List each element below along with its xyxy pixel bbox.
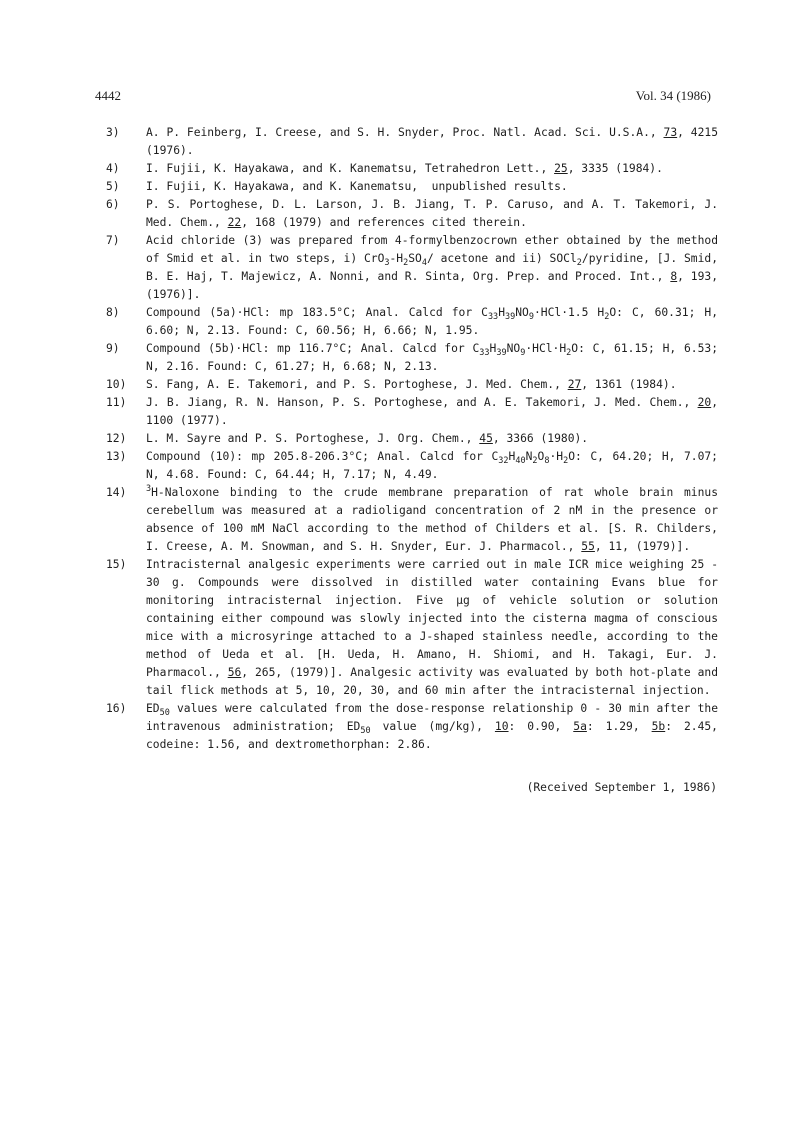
- reference-13: [106, 448, 718, 484]
- reference-5: [106, 178, 718, 196]
- journal-volume: Vol. 34 (1986): [635, 88, 711, 103]
- reference-text: A. P. Feinberg, I. Creese, and S. H. Snyder, Proc. Natl. Acad. Sci. U.S.A., 73, 4215 (1976).: [146, 126, 718, 157]
- reference-15: [106, 556, 718, 700]
- reference-number: 15): [106, 558, 127, 571]
- reference-text: $ED_{50}$ values were calculated from the dose-response relationship 0 - 30 min after the intravenous administration; $ED_{50}$ value (mg/kg), 10: 0.90, 5a: 1.29, 5b: 2.45, codeine: 1.56, and dextromethorphan: 2.86.: [146, 702, 718, 751]
- reference-11: [106, 394, 718, 430]
- reference-number: 14): [106, 486, 127, 499]
- reference-number: 5): [106, 180, 120, 193]
- reference-number: 3): [106, 126, 120, 139]
- reference-4: [106, 160, 718, 178]
- reference-text: I. Fujii, K. Hayakawa, and K. Kanematsu, Tetrahedron Lett., 25, 3335 (1984).: [146, 162, 663, 175]
- reference-number: 10): [106, 378, 127, 391]
- reference-number: 16): [106, 702, 127, 715]
- reference-number: 4): [106, 162, 120, 175]
- reference-number: 7): [106, 234, 120, 247]
- reference-16: [106, 700, 718, 754]
- reference-text: S. Fang, A. E. Takemori, and P. S. Portoghese, J. Med. Chem., 27, 1361 (1984).: [146, 378, 677, 391]
- reference-text: Acid chloride (3) was prepared from 4-formylbenzocrown ether obtained by the method of Smid et al. in two steps, i) $CrO_3-H_2SO_4/$ acetone and ii) SOCl$_2$/pyridine, [J. Smid, B. E. Haj, T. Majewicz, A. Nonni, and R. Sinta, Org. Prep. and Proced. Int., 8, 193, (1976)].: [146, 234, 719, 301]
- reference-12: [106, 430, 718, 448]
- reference-text: L. M. Sayre and P. S. Portoghese, J. Org. Chem., 45, 3366 (1980).: [146, 432, 589, 445]
- reference-text: Compound (10): mp 205.8-206.3°C; Anal. Calcd for $C_{32}H_{40}N_2O_8\cdot H_2O$: C, 64.20; H, 7.07; N, 4.68. Found: C, 64.44; H, 7.17; N, 4.49.: [146, 450, 718, 481]
- reference-number: 13): [106, 450, 127, 463]
- reference-10: [106, 376, 718, 394]
- reference-number: 8): [106, 306, 120, 319]
- reference-number: 6): [106, 198, 120, 211]
- reference-number: 9): [106, 342, 120, 355]
- reference-text: P. S. Portoghese, D. L. Larson, J. B. Jiang, T. P. Caruso, and A. T. Takemori, J. Med. Chem., 22, 168 (1979) and references cited therein.: [146, 198, 718, 229]
- reference-number: 11): [106, 396, 127, 409]
- reference-text: $^3$H-Naloxone binding to the crude membrane preparation of rat whole brain minus cerebellum was measured at a radioligand concentration of 2 nM in the presence or absence of 100 mM NaCl according to the method of Childers et al. [S. R. Childers, I. Creese, A. M. Snowman, and S. H. Snyder, Eur. J. Pharmacol., 55, 11, (1979)].: [146, 484, 718, 553]
- received-date: (Received September 1, 1986): [526, 781, 717, 794]
- reference-14: [106, 484, 718, 556]
- reference-text: I. Fujii, K. Hayakawa, and K. Kanematsu, unpublished results.: [146, 180, 568, 193]
- reference-text: Compound (5b)·HCl: mp 116.7°C; Anal. Calcd for $C_{33}H_{39}NO_9\cdot HCl\cdot H_2O$: C, 61.15; H, 6.53; N, 2.16. Found: C, 61.27; H, 6.68; N, 2.13.: [146, 342, 719, 373]
- references-list: [106, 124, 718, 754]
- reference-text: Intracisternal analgesic experiments were carried out in male ICR mice weighing 25 - 30 g. Compounds were dissolved in distilled water containing Evans blue for monitoring intracisternal injection. Five μg of vehicle solution or solution containing either compound was slowly injected into the cisterna magma of conscious mice with a microsyringe attached to a J-shaped stainless needle, according to the method of Ueda et al. [H. Ueda, H. Amano, H. Shiomi, and H. Takagi, Eur. J. Pharmacol., 56, 265, (1979)]. Analgesic activity was evaluated by both hot-plate and tail flick methods at 5, 10, 20, 30, and 60 min after the intracisternal injection.: [146, 558, 718, 697]
- reference-6: [106, 196, 718, 232]
- reference-text: Compound (5a)·HCl: mp 183.5°C; Anal. Calcd for $C_{33}H_{39}NO_9\cdot HCl\cdot 1.5$ $H_2O$: C, 60.31; H, 6.60; N, 2.13. Found: C, 60.56; H, 6.66; N, 1.95.: [146, 306, 718, 337]
- reference-text: J. B. Jiang, R. N. Hanson, P. S. Portoghese, and A. E. Takemori, J. Med. Chem., 20, 1100 (1977).: [146, 396, 718, 427]
- page-number: 4442: [95, 88, 121, 103]
- reference-9: [106, 340, 718, 376]
- reference-8: [106, 304, 718, 340]
- reference-7: [106, 232, 718, 304]
- reference-3: [106, 124, 718, 160]
- reference-number: 12): [106, 432, 127, 445]
